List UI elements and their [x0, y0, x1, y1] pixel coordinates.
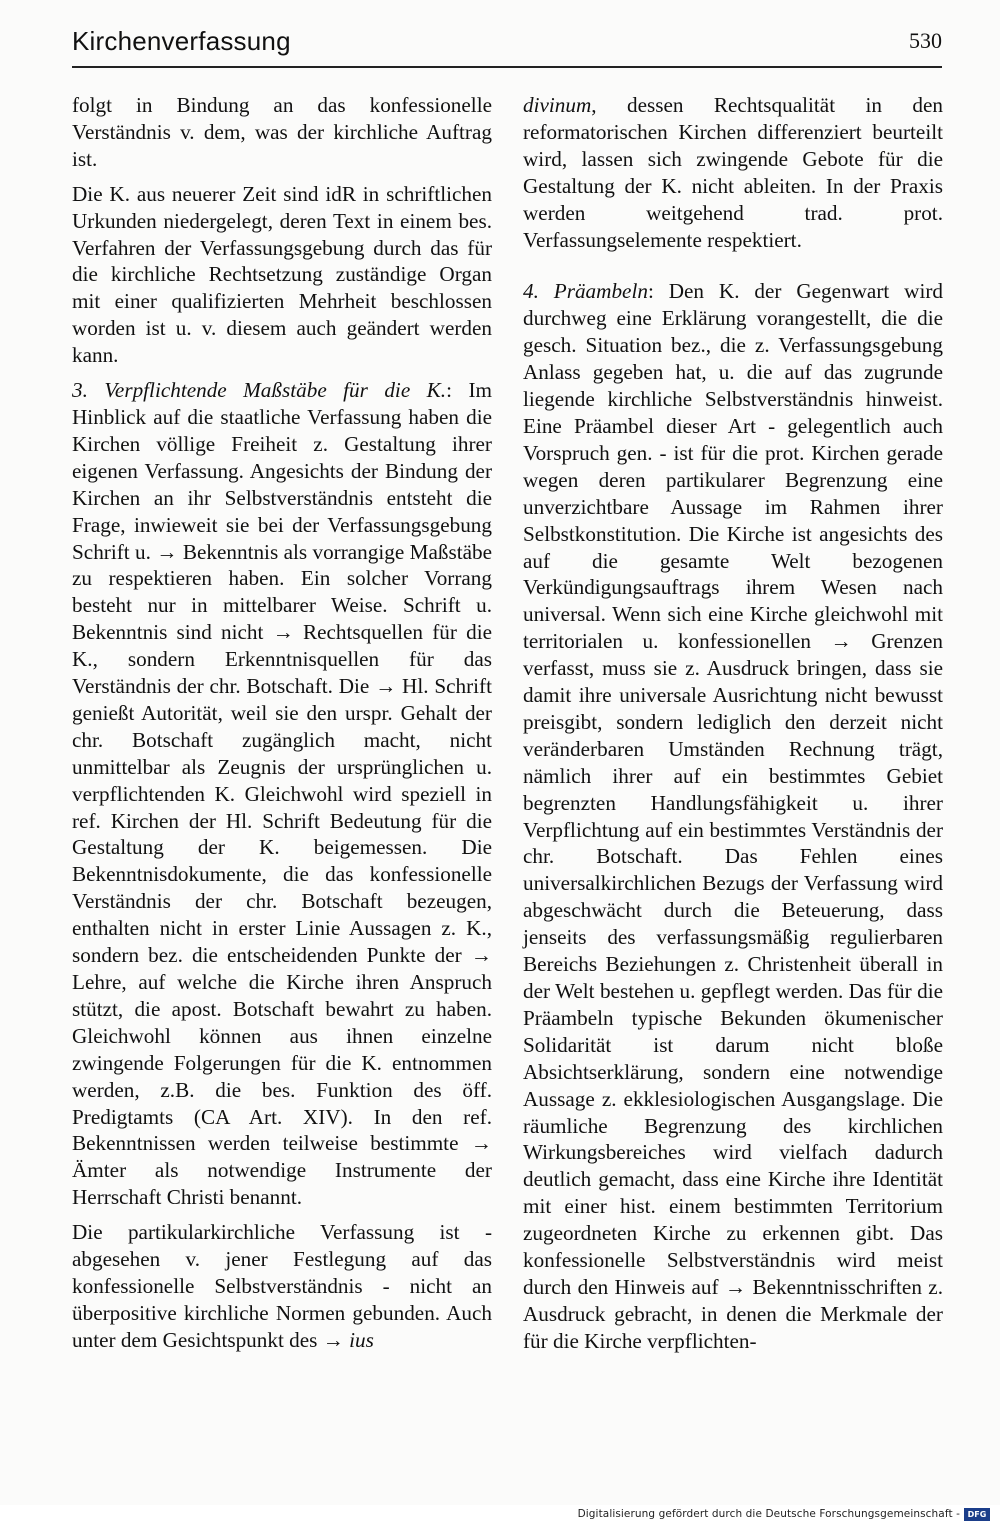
- left-column: [72, 92, 492, 1354]
- right-column: [523, 92, 943, 1355]
- section-text: : Den K. der Gegenwart wird durchweg eine Erklärung vorangestellt, die die gesch. Situation bez., die z. Verfassungsgebung Anlass gegeben hat, u. die auf das zugrunde liegende kirchliche Selbstverständnis hinweist. Eine Präambel dieser Art - gelegentlich auch Vorspruch gen. - ist für die prot. Kirchen gerade wegen deren partikularer Begrenzung eine unverzichtbare Aussage im Rahmen ihrer Selbstkonstitution. Die Kirche ist angesichts des auf die gesamte Welt bezogenen Verkündigungsauftrags ihrem Wesen nach universal. Wenn sich eine Kirche gleichwohl mit territorialen u. konfessionellen → Grenzen verfasst, muss sie z. Ausdruck bringen, dass sie damit ihre universale Ausrichtung nicht bewusst preisgibt, sondern lediglich den derzeit nicht veränderbaren Umständen Rechnung trägt, nämlich ihrer auf ein bestimmtes Gebiet begrenzten Handlungsfähigkeit u. ihrer Verpflichtung auf ein bestimmtes Verständnis der chr. Botschaft. Das Fehlen eines universalkirchlichen Bezugs der Verfassung wird abgeschwächt durch die Beteuerung, dass jenseits des verfassungsmäßig regulierbaren Bereichs Beziehungen z. Christenheit überall in der Welt bestehen u. gepflegt werden. Das für die Präambeln typische Bekunden ökumenischer Solidarität ist darum nicht bloße Absichtserklärung, sondern eine notwendige Aussage z. ekklesiologischen Ausgangslage. Die räumliche Begrenzung des kirchlichen Wirkungsbereiches wird vielfach dadurch deutlich gemacht, dass eine Kirche ihre Identität mit einer hist. einem bestimmten Territorium zugeordneten Kirche zu erkennen gibt. Das konfessionelle Selbstverständnis wird meist durch den Hinweis auf → Bekenntnisschriften z. Ausdruck gebracht, in denen die Merkmale der für die Kirche verpflichten-: [523, 279, 943, 1353]
- header-rule: [72, 66, 942, 68]
- running-header: [72, 26, 942, 62]
- funding-credit: Digitalisierung gefördert durch die Deutsche Forschungsgemeinschaft -: [577, 1508, 960, 1520]
- paragraph: Die K. aus neuerer Zeit sind idR in schriftlichen Urkunden niedergelegt, deren Text in einem bes. Verfahren der Verfassungsgebung durch das für die kirchliche Rechtsetzung zuständige Organ mit einer qualifizierten Mehrheit beschlossen worden ist u. v. diesem auch geändert werden kann.: [72, 181, 492, 368]
- section-paragraph: [523, 278, 943, 1354]
- section-text: : Im Hinblick auf die staatliche Verfassung haben die Kirchen völlige Freiheit z. Gestaltung ihrer eigenen Verfassung. Angesichts der Bindung der Kirchen an ihr Selbstverständnis entsteht die Frage, inwieweit sie bei der Verfassungsgebung Schrift u. → Bekenntnis als vorrangige Maßstäbe zu respektieren haben. Ein solcher Vorrang besteht nur in mittelbarer Weise. Schrift u. Bekenntnis sind nicht → Rechtsquellen für die K., sondern Erkenntnisquellen für das Verständnis der chr. Botschaft. Die → Hl. Schrift genießt Autorität, weil sie den urspr. Gehalt der chr. Botschaft zugänglich macht, nicht unmittelbar als Zeugnis der ursprünglichen u. verpflichtenden K. Gleichwohl wird speziell in ref. Kirchen der Hl. Schrift Bedeutung für die Gestaltung der K. beigemessen. Die Bekenntnisdokumente, die das konfessionelle Verständnis der chr. Botschaft bezeugen, enthalten nicht in erster Linie Aussagen z. K., sondern bez. die entscheidenden Punkte der → Lehre, auf welche die Kirche ihren Anspruch stützt, die apost. Botschaft bewahrt zu haben. Gleichwohl können aus ihnen einzelne zwingende Folgerungen für die K. entnommen werden, z.B. die bes. Funktion des öff. Predigtamts (CA Art. XIV). In den ref. Bekenntnissen werden teilweise bestimmte → Ämter als notwendige Instrumente der Herrschaft Christi benannt.: [72, 378, 492, 1210]
- italic-term: divinum: [523, 93, 592, 117]
- section-heading: 3. Verpflichtende Maßstäbe für die K.: [72, 378, 447, 403]
- section-heading: 4. Präambeln: [523, 279, 648, 304]
- page-number: 530: [909, 28, 942, 53]
- digitization-footer: [0, 1505, 1000, 1525]
- section-paragraph: [72, 377, 492, 1211]
- paragraph-text: Die partikularkirchliche Verfassung ist - abgesehen v. jener Festlegung auf das konfessionelle Selbstverständnis - nicht an überpositive kirchliche Normen gebunden. Auch unter dem Gesichtspunkt des →: [72, 1220, 492, 1352]
- paragraph: [72, 1219, 492, 1354]
- paragraph: folgt in Bindung an das konfessionelle Verständnis v. dem, was der kirchliche Auftrag ist.: [72, 93, 492, 171]
- paragraph: [523, 92, 943, 253]
- italic-term: ius: [349, 1327, 374, 1352]
- paragraph-text: , dessen Rechtsqualität in den reformatorischen Kirchen differenziert beurteilt wird, lassen sich zwingende Gebote für die Gestaltung der K. nicht ableiten. In der Praxis werden weitgehend trad. prot. Verfassungselemente respektiert.: [523, 93, 943, 252]
- running-head-title: Kirchenverfassung: [72, 26, 291, 56]
- dfg-logo: DFG: [964, 1508, 990, 1521]
